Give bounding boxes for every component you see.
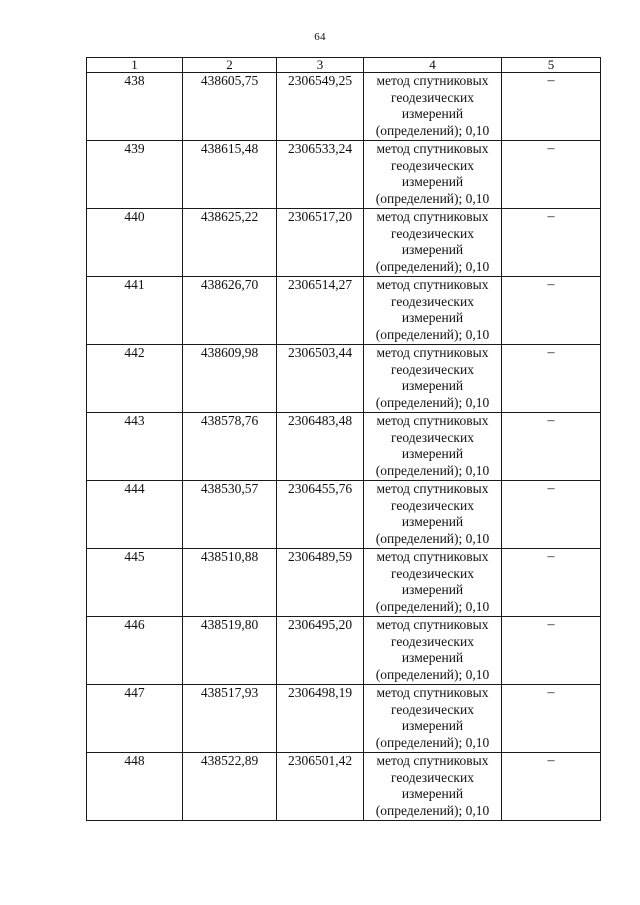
- method-line: геодезических: [391, 293, 474, 309]
- method-cell: [364, 277, 502, 345]
- method-line: метод спутниковых: [376, 549, 489, 564]
- method-line: метод спутниковых: [376, 345, 489, 360]
- table-row: [87, 413, 601, 481]
- x-coordinate-cell: 438510,88: [183, 549, 277, 617]
- method-line: геодезических: [391, 361, 474, 377]
- column-5-cell: –: [502, 209, 601, 277]
- method-cell: [364, 209, 502, 277]
- method-line: геодезических: [391, 89, 474, 105]
- column-header-4: 4: [364, 58, 502, 73]
- point-number-cell: 443: [87, 413, 183, 481]
- method-line: геодезических: [391, 633, 474, 649]
- page-number: 64: [314, 31, 326, 43]
- method-line: метод спутниковых: [376, 73, 489, 88]
- method-line: (определений); 0,10: [375, 734, 490, 750]
- column-5-cell: –: [502, 141, 601, 209]
- method-line: метод спутниковых: [376, 209, 489, 224]
- method-line: геодезических: [391, 565, 474, 581]
- column-5-cell: –: [502, 345, 601, 413]
- table-row: [87, 141, 601, 209]
- point-number-cell: 444: [87, 481, 183, 549]
- y-coordinate-cell: 2306483,48: [277, 413, 364, 481]
- method-cell: [364, 141, 502, 209]
- x-coordinate-cell: 438609,98: [183, 345, 277, 413]
- column-5-cell: –: [502, 685, 601, 753]
- method-line: измерений: [401, 582, 464, 597]
- point-number-cell: 447: [87, 685, 183, 753]
- x-coordinate-cell: 438626,70: [183, 277, 277, 345]
- method-line: (определений); 0,10: [375, 598, 490, 614]
- y-coordinate-cell: 2306501,42: [277, 753, 364, 821]
- x-coordinate-cell: 438578,76: [183, 413, 277, 481]
- point-number-cell: 446: [87, 617, 183, 685]
- method-cell: [364, 345, 502, 413]
- x-coordinate-cell: 438519,80: [183, 617, 277, 685]
- y-coordinate-cell: 2306549,25: [277, 73, 364, 141]
- method-line: (определений); 0,10: [375, 394, 490, 410]
- method-line: метод спутниковых: [376, 685, 489, 700]
- method-line: метод спутниковых: [376, 481, 489, 496]
- column-5-cell: –: [502, 549, 601, 617]
- point-number-cell: 442: [87, 345, 183, 413]
- column-5-cell: –: [502, 617, 601, 685]
- method-line: метод спутниковых: [376, 141, 489, 156]
- x-coordinate-cell: 438605,75: [183, 73, 277, 141]
- method-line: геодезических: [391, 769, 474, 785]
- y-coordinate-cell: 2306498,19: [277, 685, 364, 753]
- column-5-cell: –: [502, 277, 601, 345]
- method-line: измерений: [401, 242, 464, 257]
- method-line: измерений: [401, 174, 464, 189]
- method-line: (определений); 0,10: [375, 462, 490, 478]
- method-line: (определений); 0,10: [375, 122, 490, 138]
- method-line: измерений: [401, 650, 464, 665]
- point-number-cell: 448: [87, 753, 183, 821]
- table-row: [87, 277, 601, 345]
- method-line: измерений: [401, 786, 464, 801]
- table-row: [87, 617, 601, 685]
- y-coordinate-cell: 2306503,44: [277, 345, 364, 413]
- method-line: метод спутниковых: [376, 617, 489, 632]
- point-number-cell: 439: [87, 141, 183, 209]
- column-5-cell: –: [502, 413, 601, 481]
- column-header-5: 5: [502, 58, 601, 73]
- x-coordinate-cell: 438625,22: [183, 209, 277, 277]
- point-number-cell: 440: [87, 209, 183, 277]
- table-row: [87, 209, 601, 277]
- method-line: геодезических: [391, 701, 474, 717]
- table-row: [87, 481, 601, 549]
- column-5-cell: –: [502, 753, 601, 821]
- method-line: геодезических: [391, 497, 474, 513]
- column-header-3: 3: [277, 58, 364, 73]
- column-5-cell: –: [502, 73, 601, 141]
- x-coordinate-cell: 438615,48: [183, 141, 277, 209]
- point-number-cell: 445: [87, 549, 183, 617]
- column-header-2: 2: [183, 58, 277, 73]
- method-cell: [364, 617, 502, 685]
- column-5-cell: –: [502, 481, 601, 549]
- table-body: [87, 73, 601, 821]
- y-coordinate-cell: 2306495,20: [277, 617, 364, 685]
- y-coordinate-cell: 2306517,20: [277, 209, 364, 277]
- table-row: [87, 345, 601, 413]
- table-row: [87, 73, 601, 141]
- method-line: измерений: [401, 514, 464, 529]
- y-coordinate-cell: 2306533,24: [277, 141, 364, 209]
- method-cell: [364, 753, 502, 821]
- x-coordinate-cell: 438522,89: [183, 753, 277, 821]
- y-coordinate-cell: 2306455,76: [277, 481, 364, 549]
- table-header-row: [87, 58, 601, 73]
- method-cell: [364, 73, 502, 141]
- method-line: измерений: [401, 718, 464, 733]
- method-line: (определений); 0,10: [375, 258, 490, 274]
- method-line: метод спутниковых: [376, 277, 489, 292]
- method-line: метод спутниковых: [376, 413, 489, 428]
- method-line: измерений: [401, 106, 464, 121]
- method-line: (определений); 0,10: [375, 530, 490, 546]
- method-line: геодезических: [391, 429, 474, 445]
- coordinates-table: [86, 57, 601, 821]
- method-line: (определений); 0,10: [375, 326, 490, 342]
- method-line: (определений); 0,10: [375, 190, 490, 206]
- method-line: геодезических: [391, 225, 474, 241]
- method-line: метод спутниковых: [376, 753, 489, 768]
- method-cell: [364, 685, 502, 753]
- method-line: геодезических: [391, 157, 474, 173]
- method-cell: [364, 413, 502, 481]
- y-coordinate-cell: 2306489,59: [277, 549, 364, 617]
- method-line: измерений: [401, 378, 464, 393]
- y-coordinate-cell: 2306514,27: [277, 277, 364, 345]
- table-row: [87, 753, 601, 821]
- method-cell: [364, 549, 502, 617]
- method-line: (определений); 0,10: [375, 802, 490, 818]
- method-line: измерений: [401, 446, 464, 461]
- table-row: [87, 685, 601, 753]
- table-row: [87, 549, 601, 617]
- column-header-1: 1: [87, 58, 183, 73]
- point-number-cell: 438: [87, 73, 183, 141]
- x-coordinate-cell: 438530,57: [183, 481, 277, 549]
- method-cell: [364, 481, 502, 549]
- method-line: измерений: [401, 310, 464, 325]
- x-coordinate-cell: 438517,93: [183, 685, 277, 753]
- method-line: (определений); 0,10: [375, 666, 490, 682]
- point-number-cell: 441: [87, 277, 183, 345]
